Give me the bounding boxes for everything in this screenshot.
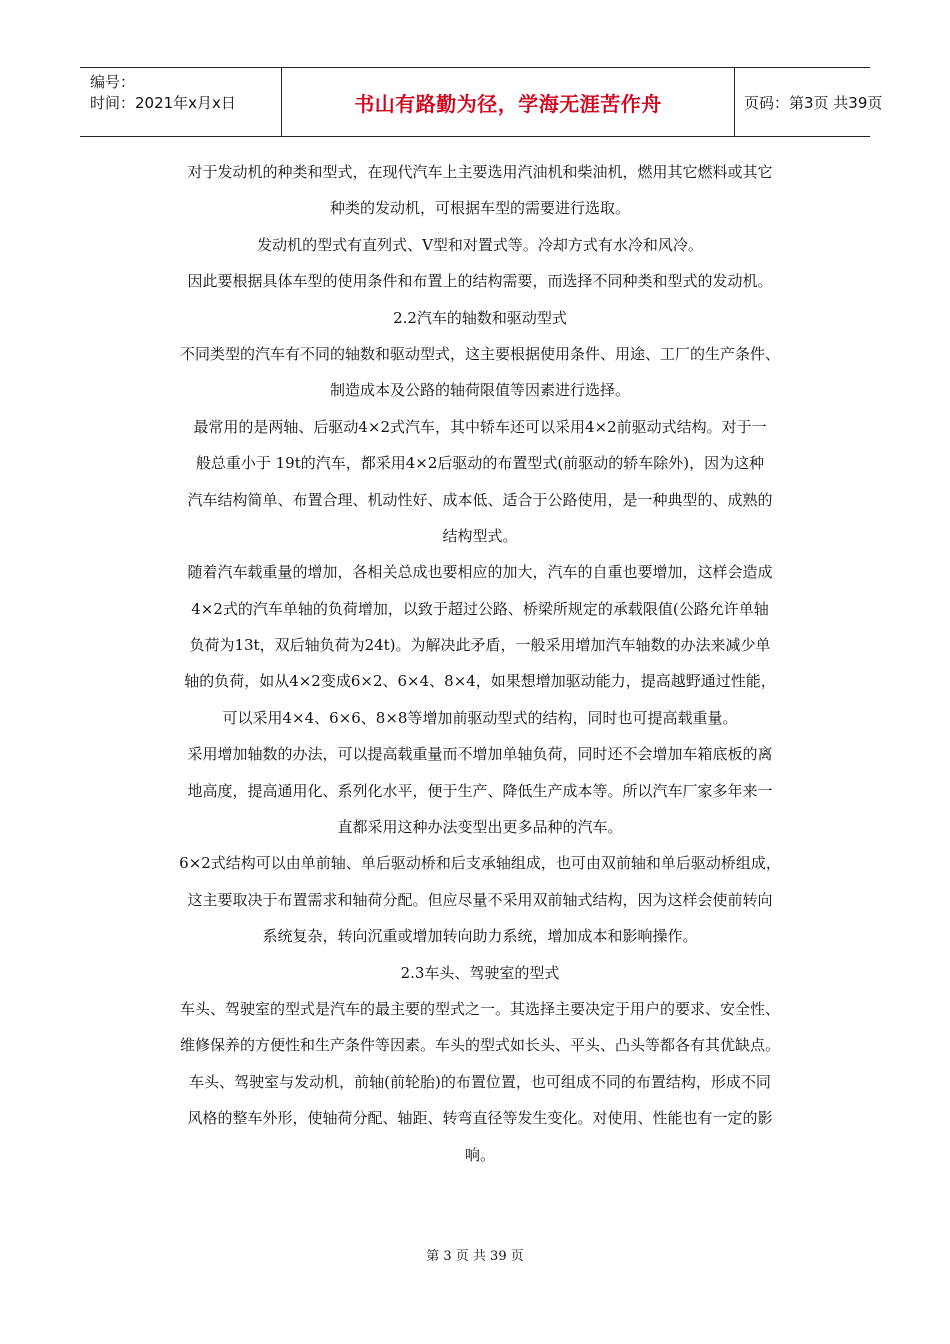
body-line: 发动机的型式有直列式、V型和对置式等。冷却方式有水冷和风冷。 [257,235,703,254]
body-line: 结构型式。 [442,526,518,545]
body-line: 6×2式结构可以由单前轴、单后驱动桥和后支承轴组成，也可由双前轴和单后驱动桥组成， [179,854,781,873]
body-line: 直都采用这种办法变型出更多品种的汽车。 [337,818,623,837]
body-line: 制造成本及公路的轴荷限值等因素进行选择。 [329,381,630,400]
document-number-label: 编号： [90,73,136,91]
body-line: 因此要根据具体车型的使用条件和布置上的结构需要，而选择不同种类和型式的发动机。 [187,272,773,291]
body-line: 可以采用4×4、6×6、8×8等增加前驱动型式的结构，同时也可提高载重量。 [222,708,738,727]
header-meta [90,72,280,114]
body-line: 轴的负荷，如从4×2变成6×2、6×4、8×4，如果想增加驱动能力，提高越野通过性能， [184,672,776,691]
body-line: 最常用的是两轴、后驱动4×2式汽车，其中轿车还可以采用4×2前驱动式结构。对于一 [193,417,767,436]
body-line: 这主要取决于布置需求和轴荷分配。但应尽量不采用双前轴式结构，因为这样会使前转向 [187,890,773,909]
body-line: 对于发动机的种类和型式，在现代汽车上主要选用汽油机和柴油机，燃用其它燃料或其它 [187,163,773,181]
body-line: 响。 [464,1145,495,1164]
document-body [140,154,820,1173]
header-motto-cell [281,68,735,136]
body-line: 汽车结构简单、布置合理、机动性好、成本低、适合于公路使用，是一种典型的、成熟的 [187,490,773,509]
body-line: 2.3车头、驾驶室的型式 [400,963,560,982]
page-header [80,67,883,137]
body-line: 2.2汽车的轴数和驱动型式 [393,308,567,327]
body-line: 采用增加轴数的办法，可以提高载重量而不增加单轴负荷，同时还不会增加车箱底板的离 [187,745,773,764]
body-line: 车头、驾驶室的型式是汽车的最主要的型式之一。其选择主要决定于用户的要求、安全性、 [179,999,780,1018]
body-line: 地高度，提高通用化、系列化水平，便于生产、降低生产成本等。所以汽车厂家多年来一 [187,781,773,800]
header-motto: 书山有路勤为径，学海无涯苦作舟 [354,91,662,116]
body-line: 4×2式的汽车单轴的负荷增加，以致于超过公路、桥梁所规定的承载限值(公路允许单轴 [191,599,769,618]
body-line: 种类的发动机，可根据车型的需要进行选取。 [329,199,630,218]
body-line: 车头、驾驶室与发动机，前轴(前轮胎)的布置位置，也可组成不同的布置结构，形成不同 [189,1072,771,1091]
header-page-info: 页码：第3页 共39页 [744,93,883,112]
body-line: 系统复杂，转向沉重或增加转向助力系统，增加成本和影响操作。 [262,927,698,946]
body-line: 维修保养的方便性和生产条件等因素。车头的型式如长头、平头、凸头等都各有其优缺点。 [179,1036,780,1055]
page-footer: 第 3 页 共 39 页 [426,1249,524,1264]
body-line: 随着汽车载重量的增加，各相关总成也要相应的加大，汽车的自重也要增加，这样会造成 [187,563,773,582]
body-line: 不同类型的汽车有不同的轴数和驱动型式，这主要根据使用条件、用途、工厂的生产条件、 [179,344,780,363]
body-line: 风格的整车外形，使轴荷分配、轴距、转弯直径等发生变化。对使用、性能也有一定的影 [187,1109,773,1128]
body-line: 般总重小于 19t的汽车，都采用4×2后驱动的布置型式(前驱动的轿车除外)，因为这种 [195,454,765,473]
document-time-label: 时间：2021年x月x日 [90,94,236,112]
body-line: 负荷为13t，双后轴负荷为24t)。为解决此矛盾，一般采用增加汽车轴数的办法来减少单 [189,636,771,655]
